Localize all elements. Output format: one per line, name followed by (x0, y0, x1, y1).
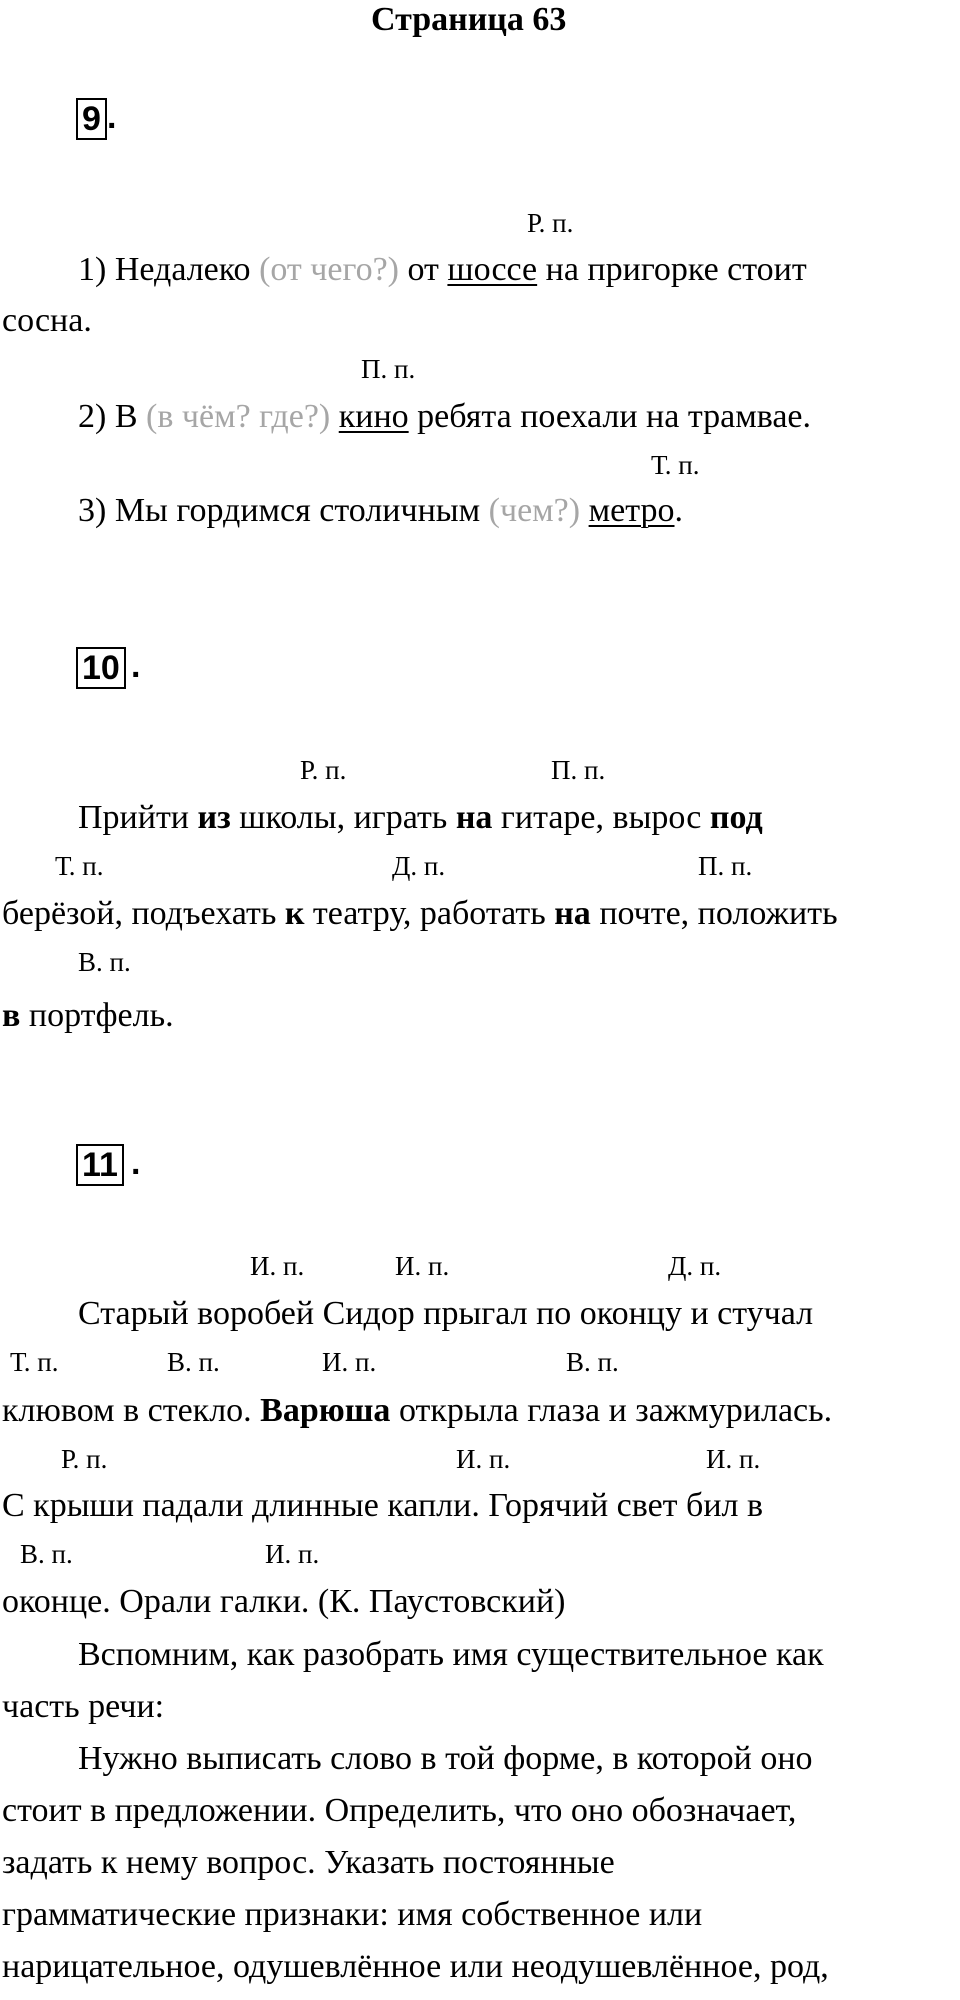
case-label: В. п. (566, 1347, 619, 1377)
underlined-noun: кино (338, 398, 409, 435)
bold-preposition: на (455, 799, 493, 836)
case-label: И. п. (250, 1251, 305, 1281)
paragraph-line: Нужно выписать слово в той форме, в которой оно (78, 1740, 813, 1777)
bold-word: Варюша (260, 1392, 391, 1429)
bold-preposition: в (2, 997, 21, 1034)
text-segment: почте, положить (590, 895, 838, 932)
paragraph-line: часть речи: (2, 1688, 165, 1725)
case-label: В. п. (167, 1347, 220, 1377)
task-9-sentence-1 (78, 253, 807, 287)
case-label: П. п. (698, 851, 753, 881)
bold-preposition: под (709, 799, 763, 836)
task-10-line-1 (78, 801, 763, 835)
question-hint: (в чём? где?) (146, 398, 331, 435)
case-label: Т. п. (55, 851, 104, 881)
task-11-line-3: С крыши падали длинные капли. Горячий свет бил в (2, 1487, 764, 1524)
task-11-dot: . (131, 1144, 141, 1182)
paragraph-line: нарицательное, одушевлённое или неодушевлённое, род, (2, 1948, 829, 1985)
bold-preposition: к (284, 895, 305, 932)
bold-preposition: из (197, 799, 231, 836)
case-label: В. п. (78, 947, 131, 977)
text-segment: ребята поехали на трамвае. (408, 398, 812, 435)
task-11-line-4: оконце. Орали галки. (К. Паустовский) (2, 1583, 566, 1620)
text-segment: театру, работать (304, 895, 555, 932)
text-segment: открыла глаза и зажмурилась. (390, 1392, 833, 1429)
case-label: Д. п. (392, 851, 446, 881)
case-label: Д. п. (668, 1251, 722, 1281)
text-segment: 1) Недалеко (78, 251, 260, 288)
task-9-sentence-1-cont: сосна. (2, 302, 92, 339)
case-label: Т. п. (651, 450, 700, 480)
text-segment: школы, играть (230, 799, 456, 836)
task-10-line-2 (2, 897, 838, 931)
case-label: И. п. (265, 1539, 320, 1569)
case-label: П. п. (551, 755, 606, 785)
text-segment: 2) В (78, 398, 146, 435)
text-segment (580, 492, 589, 529)
text-segment (330, 398, 339, 435)
task-9-sentence-3 (78, 494, 683, 528)
paragraph-line: стоит в предложении. Определить, что оно обозначает, (2, 1792, 797, 1829)
task-11-line-1: Старый воробей Сидор прыгал по оконцу и стучал (78, 1295, 814, 1332)
question-hint: (от чего?) (259, 251, 399, 288)
case-label: И. п. (322, 1347, 377, 1377)
task-11-number: 11 (76, 1144, 124, 1186)
paragraph-line: Вспомним, как разобрать имя существительное как (78, 1636, 824, 1673)
bold-preposition: на (554, 895, 591, 932)
text-segment: . (674, 492, 683, 529)
task-9-sentence-2 (78, 400, 811, 434)
page-title: Страница 63 (371, 1, 567, 38)
text-segment: Прийти (78, 799, 198, 836)
text-segment: клювом в стекло. (2, 1392, 261, 1429)
case-label: И. п. (456, 1444, 511, 1474)
text-segment: портфель. (20, 997, 174, 1034)
text-segment: гитаре, вырос (492, 799, 710, 836)
question-hint: (чем?) (488, 492, 581, 529)
case-label: И. п. (706, 1444, 761, 1474)
underlined-noun: метро (588, 492, 675, 529)
text-segment: на пригорке стоит (537, 251, 807, 288)
text-segment: берёзой, подъехать (2, 895, 285, 932)
task-11-line-2 (2, 1394, 832, 1428)
text-segment: от (399, 251, 448, 288)
paragraph-line: задать к нему вопрос. Указать постоянные (2, 1844, 615, 1881)
paragraph-line: грамматические признаки: имя собственное или (2, 1896, 703, 1933)
case-label: Т. п. (10, 1347, 59, 1377)
case-label: И. п. (395, 1251, 450, 1281)
case-label: В. п. (20, 1539, 73, 1569)
case-label: Р. п. (527, 208, 574, 238)
task-9-number: 9 (76, 98, 107, 140)
task-10-number: 10 (76, 647, 126, 689)
underlined-noun: шоссе (447, 251, 538, 288)
task-9-dot: . (107, 98, 117, 136)
case-label: Р. п. (300, 755, 347, 785)
task-10-line-3 (2, 999, 174, 1033)
task-10-dot: . (131, 647, 141, 685)
case-label: Р. п. (61, 1444, 108, 1474)
case-label: П. п. (361, 354, 416, 384)
text-segment: 3) Мы гордимся столичным (78, 492, 489, 529)
